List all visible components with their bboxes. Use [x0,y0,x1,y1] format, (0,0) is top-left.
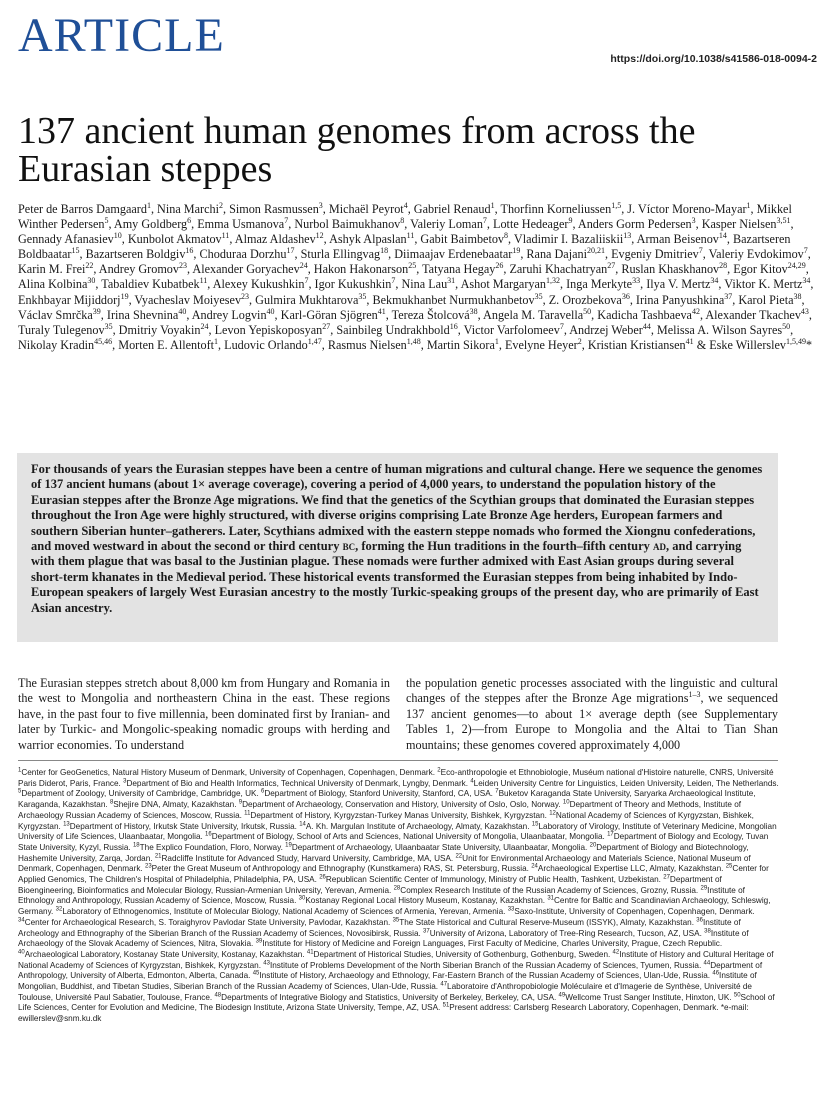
abstract-box [17,453,778,642]
paper-title: 137 ancient human genomes from across the Eurasian steppes [18,110,696,190]
body-column-right: the population genetic processes associated with the linguistic and cultural changes of the steppes after the Bronze Age migrations$^{1-3}$, we sequenced 137 ancient genomes—to about 1× average depth (see Supplementary Tables 1, 2)—from Europe to Mongolia and the Altai to Tian Shan mountains; these genomes covered approximately 4,000 [406,676,778,752]
body-column-left: The Eurasian steppes stretch about 8,000 km from Hungary and Romania in the west to Mongolia and northeastern China in the east. These regions have, in the past four to five millennia, been dominated first by Iranian- and later by Turkic- and Mongolic-speaking nomadic groups with herding and warrior economies. To understand [18,676,390,752]
abstract-text: For thousands of years the Eurasian steppes have been a centre of human migrations and cultural change. Here we sequence the genomes of 137 ancient humans (about 1× average coverage), covering a period of 4,000 years, to understand the population history of the Eurasian steppes after the Bronze Age migrations. We find that the genetics of the Scythian groups that dominated the Eurasian steppes throughout the Iron Age were highly structured, with diverse origins comprising Late Bronze Age herders, European farmers and southern Siberian hunter–gatherers. Later, Scythians admixed with the eastern steppe nomads who formed the Xiongnu confederations, and moved westward in about the second or third century bc, forming the Hun traditions in the fourth–fifth century ad, and carrying with them plague that was basal to the Justinian plague. These nomads were further admixed with East Asian groups during several short-term khanates in the Medieval period. These historical events transformed the Eurasian steppes from being inhabited by Indo-European speakers of largely West Eurasian ancestry to the mostly Turkic-speaking groups of the present day, who are primarily of East Asian ancestry. [31,462,763,615]
doi-link-container [610,53,817,65]
article-type-label: ARTICLE [18,9,225,62]
footnote-divider [18,760,778,761]
affiliations-footnotes: $^1$Center for GeoGenetics, Natural History Museum of Denmark, University of Copenhagen, Copenhagen, Denmark. $^2$Eco-anthropologie et Ethnobiologie, Muséum national d'Histoire naturelle, CNRS, Université Paris Diderot, Paris, France. $^3$Department of Bio and Health Informatics, Technical University of Denmark, Lyngby, Denmark. $^4$Leiden University Centre for Linguistics, Leiden University, Leiden, The Netherlands. $^5$Department of Zoology, University of Cambridge, Cambridge, UK. $^6$Department of Biology, Stanford University, Stanford, CA, USA. $^7$Buketov Karaganda State University, Saryarka Archaeological Institute, Karaganda, Kazakhstan. $^8$Shejire DNA, Almaty, Kazakhstan. $^9$Department of Archaeology, Conservation and History, University of Oslo, Oslo, Norway. $^{10}$Department of Theory and Methods, Institute of Archaeology Russian Academy of Sciences, Moscow, Russia. $^{11}$Department of History, Kyrgyzstan-Turkey Manas University, Bishkek, Kyrgyzstan. $^{12}$National Academy of Sciences of Kyrgyzstan, Bishkek, Kyrgyzstan. $^{13}$Department of History, Irkutsk State University, Irkutsk, Russia. $^{14}$A. Kh. Margulan Institute of Archaeology, Almaty, Kazakhstan. $^{15}$Laboratory of Virology, Institute of Veterinary Medicine, Mongolian University of Life Sciences, Ulaanbaatar, Mongolia. $^{16}$Department of Biology, School of Arts and Sciences, National University of Mongolia, Ulaanbaatar, Mongolia. $^{17}$Department of Biology and Ecology, Tuvan State University, Kyzyl, Russia. $^{18}$The Explico Foundation, Floro, Norway. $^{19}$Department of Archaeology, Ulaanbaatar State University, Ulaanbaatar, Mongolia. $^{20}$Department of Biology and Biotechnology, Hashemite University, Zarqa, Jordan. $^{21}$Radcliffe Institute for Advanced Study, Harvard University, Cambridge, MA, USA. $^{22}$Unit for Environmental Archaeology and Materials Science, National Museum of Denmark, Copenhagen, Denmark. $^{23}$Peter the Great Museum of Anthropology and Ethnography (Kunstkamera) RAS, St. Petersburg, Russia. $^{24}$Archaeological Expertise LLC, Almaty, Kazakhstan. $^{25}$Center for Applied Genomics, The Children's Hospital of Philadelphia, Philadelphia, PA, USA. $^{26}$Republican Scientific Center of Immunology, Ministry of Public Health, Tashkent, Uzbekistan. $^{27}$Department of Bioengineering, Bioinformatics and Molecular Biology, Russian-Armenian University, Yerevan, Armenia. $^{28}$Complex Research Institute of the Russian Academy of Sciences, Grozny, Russia. $^{29}$Institute of Ethnology and Anthropology, Russian Academy of Science, Moscow, Russia. $^{30}$Kostanay Regional Local History Museum, Kostanay, Kazakhstan. $^{31}$Centre for Baltic and Scandinavian Archaeology, Schleswig, Germany. $^{32}$Laboratory of Ethnogenomics, Institute of Molecular Biology, National Academy of Sciences of Armenia, Yerevan, Armenia. $^{33}$Saxo-Institute, University of Copenhagen, Copenhagen, Denmark. $^{34}$Center for Archaeological Research, S. Toraighyrov Pavlodar State University, Pavlodar, Kazakhstan. $^{35}$The State Historical and Cultural Reserve-Museum (ISSYK), Almaty, Kazakhstan. $^{36}$Institute of Archeology and Ethnography of the Siberian Branch of the Russian Academy of Sciences, Novosibirsk, Russia. $^{37}$University of Arizona, Laboratory of Tree-Ring Research, Tucson, AZ, USA. $^{38}$Institute of Archaeology of the Slovak Academy of Sciences, Nitra, Slovakia. $^{39}$Institute for History of Medicine and Foreign Languages, First Faculty of Medicine, Charles University, Prague, Czech Republic. $^{40}$Archaeological Laboratory, Kostanay State University, Kostanay, Kazakhstan. $^{41}$Department of Historical Studies, University of Gothenburg, Gothenburg, Sweden. $^{42}$Institute of History and Cultural Heritage of National Academy of Sciences of Kyrgyzstan, Bishkek, Kyrgyzstan. $^{43}$Institute of Problems Development of the North Siberian Branch of the Russian Academy of Sciences, Tyumen, Russia. $^{44}$Department of Anthropology, University of Alberta, Edmonton, Alberta, Canada. $^{45}$Institute of History, Archaeology and Ethnology, Far-Eastern Branch of the Russian Academy of Sciences, Ulan-Ude, Russia. $^{46}$Institute of Mongolian, Buddhist, and Tibetan Studies, Siberian Branch of the Russian Academy of Sciences, Ulan-Ude, Russia. $^{47}$Laboratoire d'Anthropobiologie Moléculaire et d'Imagerie de Synthèse, Université de Toulouse, Université Paul Sabatier, Toulouse, France. $^{48}$Departments of Integrative Biology and Statistics, University of Berkeley, Berkeley, CA, USA. $^{49}$Wellcome Trust Sanger Institute, Hinxton, UK. $^{50}$School of Life Sciences, Center for Evolution and Medicine, The Biodesign Institute, Arizona State University, Tempe, AZ, USA. $^{51}$Present address: Carlsberg Research Laboratory, Copenhagen, Denmark. *e-mail: ewillerslev@snm.ku.dk [18,767,779,1024]
author-list: Peter de Barros Damgaard$^1$, Nina Marchi$^2$, Simon Rasmussen$^3$, Michaël Peyrot$^4$, Gabriel Renaud$^1$, Thorfinn Korneliussen$^{1,5}$, J. Víctor Moreno-Mayar$^1$, Mikkel Winther Pedersen$^5$, Amy Goldberg$^6$, Emma Usmanova$^7$, Nurbol Baimukhanov$^8$, Valeriy Loman$^7$, Lotte Hedeager$^9$, Anders Gorm Pedersen$^3$, Kasper Nielsen$^{3,51}$, Gennady Afanasiev$^{10}$, Kunbolot Akmatov$^{11}$, Almaz Aldashev$^{12}$, Ashyk Alpaslan$^{11}$, Gabit Baimbetov$^8$, Vladimir I. Bazaliiskii$^{13}$, Arman Beisenov$^{14}$, Bazartseren Boldbaatar$^{15}$, Bazartseren Boldgiv$^{16}$, Choduraa Dorzhu$^{17}$, Sturla Ellingvag$^{18}$, Diimaajav Erdenebaatar$^{19}$, Rana Dajani$^{20,21}$, Evgeniy Dmitriev$^7$, Valeriy Evdokimov$^7$, Karin M. Frei$^{22}$, Andrey Gromov$^{23}$, Alexander Goryachev$^{24}$, Hakon Hakonarson$^{25}$, Tatyana Hegay$^{26}$, Zaruhi Khachatryan$^{27}$, Ruslan Khaskhanov$^{28}$, Egor Kitov$^{24,29}$, Alina Kolbina$^{30}$, Tabaldiev Kubatbek$^{11}$, Alexey Kukushkin$^7$, Igor Kukushkin$^7$, Nina Lau$^{31}$, Ashot Margaryan$^{1,32}$, Inga Merkyte$^{33}$, Ilya V. Mertz$^{34}$, Viktor K. Mertz$^{34}$, Enkhbayar Mijiddorj$^{19}$, Vyacheslav Moiyesev$^{23}$, Gulmira Mukhtarova$^{35}$, Bekmukhanbet Nurmukhanbetov$^{35}$, Z. Orozbekova$^{36}$, Irina Panyushkina$^{37}$, Karol Pieta$^{38}$, Václav Smrčka$^{39}$, Irina Shevnina$^{40}$, Andrey Logvin$^{40}$, Karl-Göran Sjögren$^{41}$, Tereza Štolcová$^{38}$, Angela M. Taravella$^{50}$, Kadicha Tashbaeva$^{42}$, Alexander Tkachev$^{43}$, Turaly Tulegenov$^{35}$, Dmitriy Voyakin$^{24}$, Levon Yepiskoposyan$^{27}$, Sainbileg Undrakhbold$^{16}$, Victor Varfolomeev$^7$, Andrzej Weber$^{44}$, Melissa A. Wilson Sayres$^{50}$, Nikolay Kradin$^{45,46}$, Morten E. Allentoft$^1$, Ludovic Orlando$^{1,47}$, Rasmus Nielsen$^{1,48}$, Martin Sikora$^1$, Evelyne Heyer$^2$, Kristian Kristiansen$^{41}$ & Eske Willerslev$^{1,5,49}$* [18,200,814,352]
doi-link[interactable]: https://doi.org/10.1038/s41586-018-0094-2 [610,53,817,65]
